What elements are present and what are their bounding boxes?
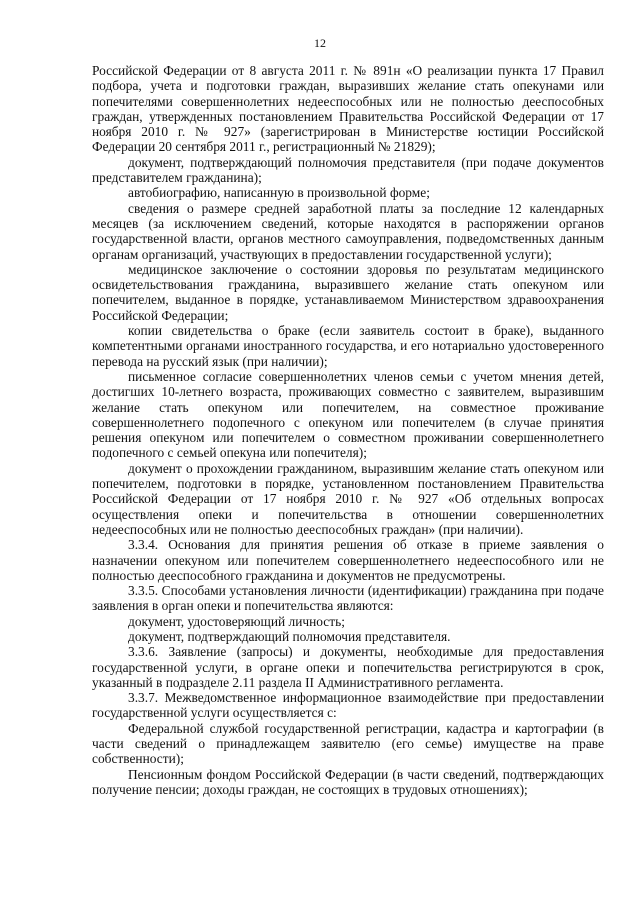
- paragraph-3-3-7: 3.3.7. Межведомственное информационное взаимодействие при предоставлении государственной услуги осуществляется с:: [92, 690, 604, 721]
- paragraph-marriage-certificate: копии свидетельства о браке (если заявитель состоит в браке), выданного компетентными органами иностранного государства, и его нотариально удостоверенного перевода на русский язык (при наличии);: [92, 323, 604, 369]
- paragraph-3-3-4: 3.3.4. Основания для принятия решения об отказе в приеме заявления о назначении опекуном или попечителем совершеннолетнего недееспособного или не полностью дееспособного гражданина и документов не предусмотрены.: [92, 537, 604, 583]
- paragraph-training-document: документ о прохождении гражданином, выразившим желание стать опекуном или попечителем, подготовки в порядке, установленном постановлением Правительства Российской Федерации от 17 ноября 2010 г. № 927 «Об отдельных вопросах осуществления опеки и попечительства в отношении совершеннолетних недееспособных или не полностью дееспособных граждан» (при наличии).: [92, 460, 604, 537]
- paragraph-3-3-5: 3.3.5. Способами установления личности (идентификации) гражданина при подаче заявления в орган опеки и попечительства являются:: [92, 583, 604, 614]
- document-body: [92, 63, 604, 797]
- paragraph-salary-info: сведения о размере средней заработной платы за последние 12 календарных месяцев (за исключением сведений, которые находятся в распоряжении органов государственной власти, органов местного самоуправления, подведомственных данным органам организаций, участвующих в предоставлении государственной услуги);: [92, 200, 604, 262]
- paragraph-medical-report: медицинское заключение о состоянии здоровья по результатам медицинского освидетельствования гражданина, выразившего желание стать опекуном или попечителем, выданное в порядке, устанавливаемом Министерством здравоохранения Российской Федерации;: [92, 261, 604, 323]
- paragraph-rosreestr: Федеральной службой государственной регистрации, кадастра и картографии (в части сведений о принадлежащем заявителю (его семье) имуществе на праве собственности);: [92, 720, 604, 767]
- paragraph-family-consent: письменное согласие совершеннолетних членов семьи с учетом мнения детей, достигших 10-летнего возраста, проживающих совместно с заявителем, выразившим желание стать опекуном или попечителем, на совместное проживание совершеннолетнего подопечного с опекуном или попечителем (в случае принятия решения опекуном или попечителем о совместном проживании совершеннолетнего подопечного с семьей опекуна или попечителя);: [92, 368, 604, 461]
- paragraph-identity-document: документ, удостоверяющий личность;: [128, 613, 345, 629]
- paragraph-authority-document: документ, подтверждающий полномочия представителя.: [128, 628, 451, 644]
- paragraph-3-3-6: 3.3.6. Заявление (запросы) и документы, необходимые для предоставления государственной услуги, в органе опеки и попечительства регистрируются в срок, указанный в подразделе 2.11 раздела II Административного регламента.: [92, 644, 604, 690]
- paragraph-continuation: Российской Федерации от 8 августа 2011 г. № 891н «О реализации пункта 17 Правил подбора, учета и подготовки граждан, выразивших желание стать опекунами или попечителями совершеннолетних недееспособных или не полностью дееспособных граждан, утвержденных постановлением Правительства Российской Федерации от 17 ноября 2010 г. № 927» (зарегистрирован в Министерстве юстиции Российской Федерации 20 сентября 2011 г., регистрационный № 21829);: [92, 63, 604, 155]
- paragraph-pension-fund: Пенсионным фондом Российской Федерации (в части сведений, подтверждающих получение пенсии; доходы граждан, не состоящих в трудовых отношениях);: [92, 766, 604, 797]
- paragraph-autobiography: автобиографию, написанную в произвольной форме;: [128, 185, 430, 201]
- page-number: 12: [314, 36, 326, 50]
- paragraph-representative-document: документ, подтверждающий полномочия представителя (при подаче документов представителем гражданина);: [92, 154, 604, 186]
